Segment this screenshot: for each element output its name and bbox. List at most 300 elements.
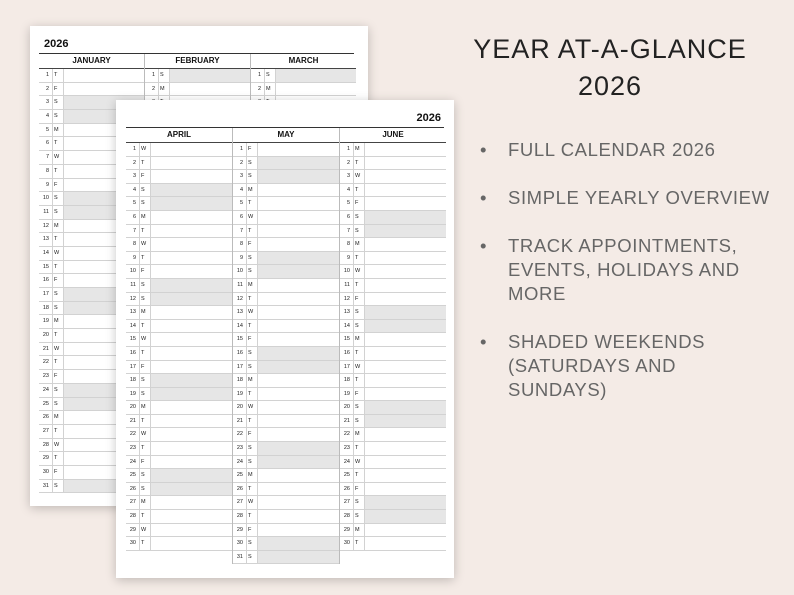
column-divider	[353, 170, 354, 183]
column-divider	[257, 415, 258, 428]
day-number: 8	[45, 167, 49, 174]
day-row[interactable]	[233, 184, 339, 198]
column-divider	[364, 347, 365, 360]
day-number: 20	[42, 332, 49, 339]
column-divider	[63, 466, 64, 479]
column-divider	[364, 428, 365, 441]
day-row[interactable]	[233, 279, 339, 293]
column-divider	[353, 524, 354, 537]
day-row[interactable]	[233, 170, 339, 184]
column-divider	[246, 225, 247, 238]
day-row[interactable]	[233, 524, 339, 538]
column-divider	[264, 83, 265, 96]
day-row[interactable]	[233, 347, 339, 361]
day-row[interactable]	[126, 469, 232, 483]
day-row[interactable]	[126, 211, 232, 225]
day-row[interactable]	[233, 496, 339, 510]
day-number: 26	[343, 485, 350, 492]
day-row[interactable]	[340, 361, 446, 375]
weekday-letter: M	[248, 472, 253, 479]
day-row[interactable]	[126, 306, 232, 320]
day-number: 28	[129, 513, 136, 520]
weekend-shade	[364, 306, 446, 319]
column-divider	[158, 83, 159, 96]
day-row[interactable]	[126, 143, 232, 157]
day-row[interactable]	[340, 469, 446, 483]
day-number: 14	[129, 322, 136, 329]
column-divider	[139, 143, 140, 156]
day-number: 30	[343, 540, 350, 547]
column-divider	[364, 197, 365, 210]
day-row[interactable]	[126, 496, 232, 510]
column-divider	[52, 165, 53, 178]
page-year: 2026	[44, 38, 69, 50]
weekday-letter: S	[141, 377, 145, 384]
day-number: 12	[236, 295, 243, 302]
weekday-letter: S	[248, 254, 252, 261]
column-divider	[139, 361, 140, 374]
day-row[interactable]	[233, 143, 339, 157]
day-row[interactable]	[126, 225, 232, 239]
column-divider	[257, 306, 258, 319]
weekday-letter: S	[54, 304, 58, 311]
column-divider	[150, 279, 151, 292]
day-row[interactable]	[233, 401, 339, 415]
day-row[interactable]	[340, 306, 446, 320]
day-row[interactable]	[145, 69, 250, 83]
day-row[interactable]	[233, 537, 339, 551]
day-row[interactable]	[126, 293, 232, 307]
column-divider	[139, 197, 140, 210]
column-divider	[364, 469, 365, 482]
column-divider	[150, 184, 151, 197]
weekday-letter: M	[248, 186, 253, 193]
weekday-letter: T	[355, 254, 359, 261]
column-divider	[364, 456, 365, 469]
weekday-letter: S	[141, 295, 145, 302]
day-number: 1	[151, 72, 155, 78]
day-row[interactable]	[233, 361, 339, 375]
day-number: 5	[132, 200, 136, 207]
weekday-letter: S	[141, 186, 145, 193]
day-row[interactable]	[126, 265, 232, 279]
day-row[interactable]	[233, 442, 339, 456]
day-number: 21	[129, 417, 136, 424]
weekday-letter: F	[248, 526, 252, 533]
day-row[interactable]	[233, 333, 339, 347]
weekday-letter: F	[248, 431, 252, 438]
day-number: 13	[42, 236, 49, 243]
day-number: 10	[129, 268, 136, 275]
day-number: 17	[42, 291, 49, 297]
column-divider	[353, 361, 354, 374]
weekday-letter: T	[54, 332, 58, 339]
column-divider	[257, 524, 258, 537]
day-row[interactable]	[126, 374, 232, 388]
weekday-letter: M	[355, 241, 360, 248]
column-divider	[63, 83, 64, 96]
day-row[interactable]	[126, 170, 232, 184]
column-divider	[52, 411, 53, 424]
day-row[interactable]	[233, 265, 339, 279]
column-divider	[63, 288, 64, 301]
day-row[interactable]	[233, 157, 339, 171]
day-number: 11	[43, 208, 49, 215]
weekday-letter: F	[141, 458, 145, 465]
column-divider	[246, 306, 247, 319]
day-number: 2	[257, 85, 261, 92]
month-columns	[126, 128, 446, 564]
day-row[interactable]	[340, 252, 446, 266]
weekday-letter: S	[141, 485, 145, 492]
day-row[interactable]	[340, 524, 446, 538]
day-row[interactable]	[251, 69, 356, 83]
weekday-letter: W	[248, 309, 254, 316]
column-divider	[257, 184, 258, 197]
day-number: 27	[343, 499, 350, 506]
weekday-letter: T	[355, 281, 359, 288]
day-row[interactable]	[233, 197, 339, 211]
day-row[interactable]	[145, 83, 250, 97]
column-divider	[52, 83, 53, 96]
weekday-letter: M	[248, 377, 253, 384]
day-row[interactable]	[340, 238, 446, 252]
column-divider	[63, 452, 64, 465]
weekday-letter: S	[266, 72, 270, 78]
day-row[interactable]	[126, 537, 232, 551]
weekday-letter: T	[54, 359, 58, 366]
day-row[interactable]	[340, 197, 446, 211]
weekday-letter: M	[54, 222, 59, 229]
day-row[interactable]	[126, 320, 232, 334]
weekday-letter: T	[54, 236, 58, 243]
weekday-letter: W	[141, 241, 147, 248]
column-divider	[364, 306, 365, 319]
day-row[interactable]	[233, 469, 339, 483]
column-divider	[257, 442, 258, 455]
month-column	[340, 128, 446, 564]
weekday-letter: T	[248, 200, 252, 207]
weekday-letter: W	[355, 268, 361, 275]
weekday-letter: M	[355, 336, 360, 343]
weekday-letter: M	[54, 126, 59, 133]
day-number: 29	[343, 526, 350, 533]
day-row[interactable]	[39, 69, 144, 83]
column-divider	[63, 233, 64, 246]
month-name: JUNE	[340, 128, 446, 143]
day-row[interactable]	[340, 401, 446, 415]
day-number: 6	[239, 213, 243, 220]
weekday-letter: S	[54, 208, 58, 215]
weekday-letter: F	[355, 295, 359, 302]
column-divider	[150, 401, 151, 414]
column-divider	[353, 211, 354, 224]
column-divider	[364, 157, 365, 170]
day-number: 18	[343, 377, 350, 384]
column-divider	[139, 428, 140, 441]
column-divider	[150, 211, 151, 224]
feature-text: FULL CALENDAR 2026	[508, 139, 716, 160]
day-number: 3	[239, 173, 243, 180]
column-divider	[52, 302, 53, 315]
day-row[interactable]	[340, 320, 446, 334]
weekday-letter: T	[141, 540, 145, 547]
column-divider	[246, 537, 247, 550]
feature-item	[478, 234, 778, 306]
column-divider	[257, 388, 258, 401]
day-row[interactable]	[126, 401, 232, 415]
day-number: 14	[42, 249, 49, 256]
day-number: 19	[236, 390, 243, 397]
weekday-letter: S	[248, 540, 252, 547]
day-row[interactable]	[340, 388, 446, 402]
day-row[interactable]	[233, 225, 339, 239]
day-row[interactable]	[340, 184, 446, 198]
column-divider	[257, 170, 258, 183]
day-row[interactable]	[126, 442, 232, 456]
column-divider	[150, 347, 151, 360]
day-row[interactable]	[340, 483, 446, 497]
column-divider	[52, 233, 53, 246]
day-number: 10	[343, 268, 350, 275]
month-column	[233, 128, 340, 564]
day-row[interactable]	[233, 456, 339, 470]
weekday-letter: M	[54, 318, 59, 325]
column-divider	[353, 510, 354, 523]
column-divider	[246, 143, 247, 156]
day-row[interactable]	[126, 524, 232, 538]
weekend-shade	[150, 388, 232, 401]
weekday-letter: S	[355, 513, 359, 520]
day-row[interactable]	[233, 238, 339, 252]
weekday-letter: T	[141, 322, 145, 329]
weekday-letter: F	[54, 277, 58, 284]
column-divider	[52, 288, 53, 301]
day-number: 11	[344, 281, 350, 288]
day-number: 6	[346, 213, 350, 220]
day-row[interactable]	[126, 184, 232, 198]
column-divider	[150, 469, 151, 482]
day-row[interactable]	[340, 442, 446, 456]
day-row[interactable]	[39, 83, 144, 97]
day-row[interactable]	[233, 252, 339, 266]
column-divider	[353, 537, 354, 550]
day-row[interactable]	[233, 293, 339, 307]
day-row[interactable]	[340, 265, 446, 279]
day-row[interactable]	[251, 83, 356, 97]
weekday-letter: S	[355, 227, 359, 234]
day-row[interactable]	[126, 415, 232, 429]
weekday-letter: M	[266, 85, 271, 92]
column-divider	[139, 510, 140, 523]
day-row[interactable]	[340, 143, 446, 157]
day-row[interactable]	[126, 197, 232, 211]
weekday-letter: S	[355, 499, 359, 506]
column-divider	[139, 184, 140, 197]
day-row[interactable]	[340, 225, 446, 239]
weekend-shade	[150, 279, 232, 292]
day-row[interactable]	[340, 415, 446, 429]
column-divider	[63, 124, 64, 137]
day-row[interactable]	[126, 456, 232, 470]
day-number: 5	[45, 126, 49, 133]
day-row[interactable]	[126, 157, 232, 171]
weekday-letter: M	[141, 499, 146, 506]
day-number: 31	[236, 553, 243, 560]
day-row[interactable]	[126, 428, 232, 442]
weekday-letter: M	[248, 281, 253, 288]
day-number: 2	[239, 159, 243, 166]
day-number: 23	[129, 445, 136, 452]
day-row[interactable]	[126, 279, 232, 293]
weekday-letter: S	[54, 400, 58, 407]
day-number: 30	[129, 540, 136, 547]
day-row[interactable]	[340, 496, 446, 510]
day-number: 21	[343, 417, 350, 424]
column-divider	[150, 293, 151, 306]
column-divider	[158, 69, 159, 82]
weekday-letter: F	[355, 485, 359, 492]
day-number: 12	[129, 295, 136, 302]
feature-text: TRACK APPOINTMENTS, EVENTS, HOLIDAYS AND MORE	[508, 235, 740, 304]
weekday-letter: S	[355, 417, 359, 424]
day-row[interactable]	[126, 252, 232, 266]
day-number: 7	[346, 227, 350, 234]
weekday-letter: T	[355, 186, 359, 193]
day-number: 30	[236, 540, 243, 547]
weekend-shade	[257, 265, 339, 278]
weekend-shade	[364, 401, 446, 414]
column-divider	[257, 456, 258, 469]
column-divider	[353, 347, 354, 360]
column-divider	[139, 333, 140, 346]
day-number: 3	[132, 173, 136, 180]
day-row[interactable]	[340, 170, 446, 184]
column-divider	[150, 238, 151, 251]
day-row[interactable]	[340, 374, 446, 388]
day-row[interactable]	[233, 374, 339, 388]
day-row[interactable]	[126, 483, 232, 497]
column-divider	[150, 265, 151, 278]
weekend-shade	[257, 361, 339, 374]
day-row[interactable]	[126, 333, 232, 347]
day-row[interactable]	[233, 428, 339, 442]
feature-text: SIMPLE YEARLY OVERVIEW	[508, 187, 770, 208]
column-divider	[257, 320, 258, 333]
column-divider	[63, 151, 64, 164]
day-row[interactable]	[126, 361, 232, 375]
day-row[interactable]	[340, 510, 446, 524]
day-row[interactable]	[340, 428, 446, 442]
day-row[interactable]	[233, 211, 339, 225]
weekend-shade	[364, 496, 446, 509]
weekday-letter: F	[54, 85, 58, 92]
day-number: 18	[42, 304, 49, 311]
column-divider	[63, 96, 64, 109]
column-divider	[52, 343, 53, 356]
weekday-letter: M	[141, 213, 146, 220]
day-row[interactable]	[233, 306, 339, 320]
weekday-letter: S	[248, 445, 252, 452]
column-divider	[257, 347, 258, 360]
day-row[interactable]	[340, 333, 446, 347]
day-row[interactable]	[233, 388, 339, 402]
day-row[interactable]	[126, 238, 232, 252]
weekend-shade	[364, 510, 446, 523]
column-divider	[52, 261, 53, 274]
day-row[interactable]	[340, 211, 446, 225]
column-divider	[139, 252, 140, 265]
day-row[interactable]	[233, 551, 339, 565]
bullet-icon: •	[480, 139, 488, 160]
day-number: 14	[343, 322, 350, 329]
day-row[interactable]	[340, 347, 446, 361]
column-divider	[63, 398, 64, 411]
column-divider	[364, 388, 365, 401]
weekday-letter: T	[248, 322, 252, 329]
weekday-letter: M	[355, 146, 360, 152]
day-row[interactable]	[340, 456, 446, 470]
column-divider	[150, 456, 151, 469]
day-row[interactable]	[233, 320, 339, 334]
weekend-shade	[150, 293, 232, 306]
weekend-shade	[257, 456, 339, 469]
day-number: 2	[151, 85, 155, 92]
column-divider	[364, 252, 365, 265]
column-divider	[257, 225, 258, 238]
column-divider	[353, 279, 354, 292]
day-row[interactable]	[233, 510, 339, 524]
day-number: 17	[129, 363, 136, 370]
column-divider	[246, 401, 247, 414]
day-row[interactable]	[233, 483, 339, 497]
day-row[interactable]	[340, 279, 446, 293]
weekday-letter: S	[54, 195, 58, 202]
column-divider	[364, 265, 365, 278]
day-row[interactable]	[233, 415, 339, 429]
day-number: 7	[45, 154, 49, 161]
column-divider	[52, 192, 53, 205]
day-number: 9	[346, 254, 350, 261]
column-divider	[246, 510, 247, 523]
weekday-letter: F	[355, 390, 359, 397]
day-number: 17	[343, 363, 350, 370]
weekend-shade	[257, 170, 339, 183]
column-divider	[257, 265, 258, 278]
column-divider	[63, 165, 64, 178]
column-divider	[364, 361, 365, 374]
column-divider	[52, 247, 53, 260]
day-number: 2	[132, 159, 136, 166]
day-row[interactable]	[126, 388, 232, 402]
bullet-icon: •	[480, 187, 488, 208]
day-row[interactable]	[126, 510, 232, 524]
column-divider	[139, 537, 140, 550]
weekday-letter: S	[355, 404, 359, 411]
day-row[interactable]	[340, 537, 446, 551]
weekday-letter: T	[355, 377, 359, 384]
column-divider	[139, 483, 140, 496]
day-row[interactable]	[340, 293, 446, 307]
column-divider	[364, 333, 365, 346]
column-divider	[52, 466, 53, 479]
day-row[interactable]	[126, 347, 232, 361]
column-divider	[257, 374, 258, 387]
column-divider	[52, 370, 53, 383]
weekday-letter: S	[248, 159, 252, 166]
day-row[interactable]	[340, 157, 446, 171]
day-number: 5	[346, 200, 350, 207]
